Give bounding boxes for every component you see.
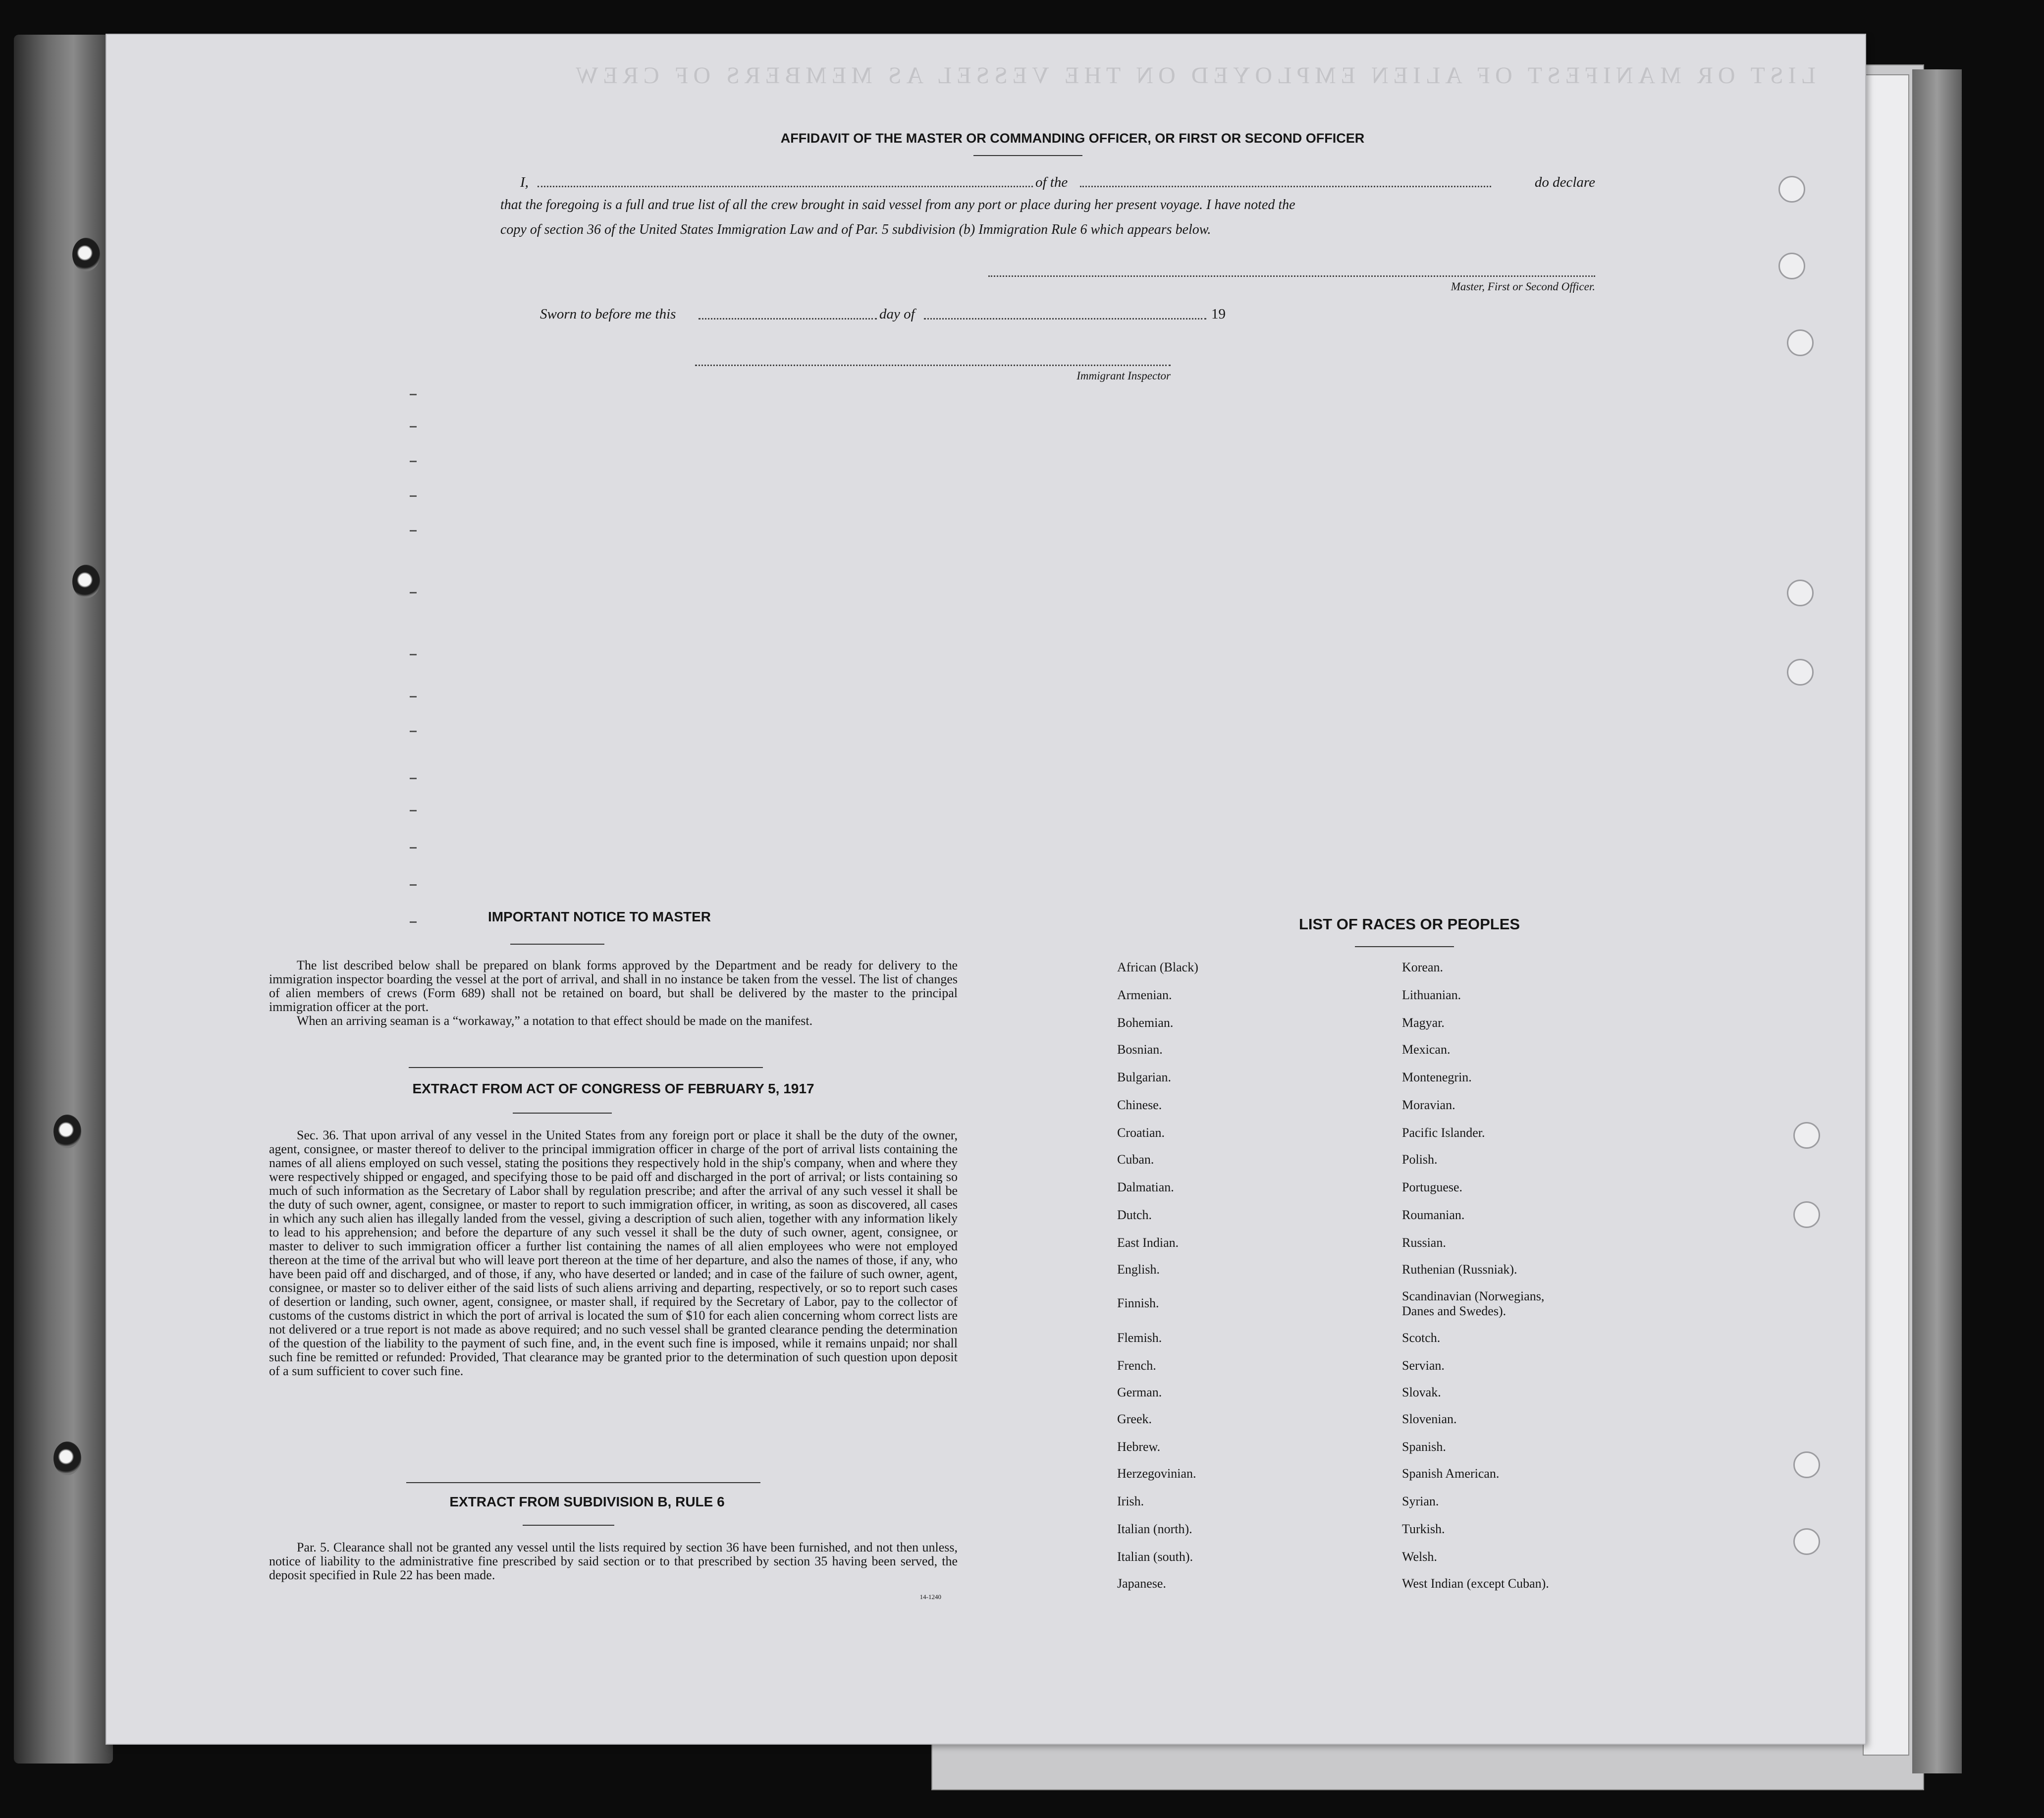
margin-mark	[410, 394, 417, 395]
notice-title: IMPORTANT NOTICE TO MASTER	[487, 909, 711, 924]
race-item-right: Spanish American.	[1402, 1466, 1500, 1481]
race-item-right: Slovak.	[1402, 1385, 1441, 1399]
race-item-left: Croatian.	[1117, 1125, 1165, 1140]
race-item-right: Polish.	[1402, 1152, 1438, 1167]
race-item-right: Welsh.	[1402, 1550, 1437, 1564]
race-item-left: Hebrew.	[1117, 1440, 1161, 1454]
race-item-right: Servian.	[1402, 1358, 1445, 1373]
race-item-right: Slovenian.	[1402, 1412, 1457, 1426]
affidavit-title: AFFIDAVIT OF THE MASTER OR COMMANDING OFFICER, OR FIRST OR SECOND OFFICER	[780, 131, 1365, 146]
margin-mark	[410, 810, 417, 811]
section-divider	[409, 1067, 763, 1068]
race-item-right: Turkish.	[1402, 1522, 1445, 1536]
margin-mark	[410, 731, 417, 732]
punch-hole	[1787, 329, 1814, 356]
races-title: LIST OF RACES OR PEOPLES	[1298, 915, 1520, 933]
race-item-right: Syrian.	[1402, 1494, 1439, 1508]
inspector-caption: Immigrant Inspector	[1076, 370, 1171, 382]
notice-underline	[510, 944, 604, 945]
race-item-right: Magyar.	[1402, 1016, 1445, 1030]
document-page	[107, 35, 1865, 1744]
sworn-day-of: day of	[879, 306, 915, 322]
sworn-month-blank	[924, 318, 1206, 320]
margin-mark	[410, 461, 417, 462]
race-item-right: Lithuanian.	[1402, 988, 1461, 1002]
extract-rule-underline	[523, 1525, 614, 1526]
punch-hole	[1793, 1528, 1820, 1555]
title-underline	[973, 155, 1082, 156]
race-item-right: Spanish.	[1402, 1440, 1446, 1454]
binder-spine	[14, 35, 113, 1764]
sworn-label: Sworn to before me this	[540, 306, 676, 322]
race-item-left: Greek.	[1117, 1412, 1152, 1426]
race-item-right: Scandinavian (Norwegians, Danes and Swedes).	[1402, 1289, 1545, 1318]
affidavit-line-2: copy of section 36 of the United States Immigration Law and of Par. 5 subdivision (b) Immigration Rule 6 which appears below.	[500, 222, 1211, 237]
race-item-right: Korean.	[1402, 960, 1444, 974]
race-item-left: East Indian.	[1117, 1235, 1179, 1250]
inspector-signature-line	[695, 365, 1171, 366]
extract-rule-text	[269, 1541, 958, 1582]
race-item-left: Chinese.	[1117, 1098, 1162, 1112]
race-item-left: African (Black)	[1117, 960, 1198, 974]
punch-hole	[1793, 1451, 1820, 1478]
notice-paragraph-1: The list described below shall be prepared on blank forms approved by the Department and be ready for delivery to the immigration inspector boarding the vessel at the port of arrival, and shall in no instance be taken from the vessel. The list of changes of alien members of crews (Form 689) shall not be retained on board, but shall be delivered by the master to the principal immigration officer at the port.	[269, 958, 958, 1014]
race-item-right: Roumanian.	[1402, 1208, 1465, 1222]
race-item-left: Cuban.	[1117, 1152, 1154, 1167]
master-caption: Master, First or Second Officer.	[1451, 280, 1595, 293]
race-item-left: Japanese.	[1117, 1576, 1166, 1591]
margin-mark	[410, 654, 417, 655]
race-item-left: Irish.	[1117, 1494, 1144, 1508]
underlying-sheet-edge	[1863, 74, 1909, 1756]
notice-text	[269, 959, 958, 1028]
race-item-left: Italian (south).	[1117, 1550, 1193, 1564]
race-item-right: Montenegrin.	[1402, 1070, 1472, 1084]
race-item-right: West Indian (except Cuban).	[1402, 1576, 1549, 1591]
race-item-left: Bosnian.	[1117, 1042, 1163, 1057]
race-item-left: Armenian.	[1117, 988, 1172, 1002]
punch-hole	[1778, 176, 1805, 203]
extract-rule-paragraph: Par. 5. Clearance shall not be granted any vessel until the lists required by section 36 have been furnished, and not then unless, notice of liability to the administrative fine prescribed by said section or to that prescribed by section 35 having been served, the deposit specified in Rule 22 has been made.	[269, 1540, 958, 1582]
race-item-right: Mexican.	[1402, 1042, 1451, 1057]
punch-hole	[1778, 253, 1805, 279]
race-item-right: Pacific Islander.	[1402, 1125, 1485, 1140]
race-item-right: Scotch.	[1402, 1331, 1441, 1345]
extract-act-title: EXTRACT FROM ACT OF CONGRESS OF FEBRUARY 5, 1917	[412, 1081, 814, 1096]
form-number: 14-1240	[919, 1593, 941, 1601]
punch-hole	[1787, 580, 1814, 606]
extract-act-paragraph: Sec. 36. That upon arrival of any vessel in the United States from any foreign port or place it shall be the duty of the owner, agent, consignee, or master thereof to deliver to the principal immigration officer in charge of the port of arrival lists containing the names of all aliens employed on such vessel, stating the positions they respectively hold in the ship's company, when and where they were respectively shipped or engaged, and specifying those to be paid off and discharged in the port of arrival; or lists containing so much of such information as the Secretary of Labor shall by regulation prescribe; and after the arrival of any such vessel it shall be the duty of such owner, agent, consignee, or master to report to such immigration officer, in writing, as soon as discovered, all cases in which any such alien has illegally landed from the vessel, giving a description of such alien, together with any information likely to lead to his apprehension; and before the departure of any such vessel it shall be the duty of such owner, agent, consignee, or master to deliver to such immigration officer a further list containing the names of all alien employees who were not employed thereon at the time of the arrival but who will leave port thereon at the time of her departure, and also the names of those, if any, who have been paid off and discharged, and of those, if any, who have deserted or landed; and in case of the failure of such owner, agent, consignee, or master so to deliver either of the said lists of such aliens arriving and departing, respectively, or so to report such cases of desertion or landing, such owner, agent, consignee, or master shall, if required by the Secretary of Labor, pay to the collector of customs of the customs district in which the port of arrival is located the sum of $10 for each alien concerning whom correct lists are not delivered or a true report is not made as above required; and no such vessel shall be granted clearance pending the determination of the question of the liability to the payment of such fine, and, in the event such fine is imposed, while it remains unpaid; nor shall such fine be remitted or refunded: Provided, That clearance may be granted prior to the determination of such question upon deposit of a sum sufficient to cover such fine.	[269, 1128, 958, 1378]
punch-hole	[1787, 659, 1814, 686]
race-item-left: Finnish.	[1117, 1296, 1159, 1310]
race-item-left: Dalmatian.	[1117, 1180, 1174, 1194]
binder-ring	[72, 238, 100, 271]
margin-mark	[410, 592, 417, 593]
affidavit-i-label: I,	[520, 174, 529, 190]
race-item-left: German.	[1117, 1385, 1162, 1399]
races-underline	[1355, 946, 1454, 947]
race-item-left: Italian (north).	[1117, 1522, 1192, 1536]
bleed-through-text: LIST OR MANIFEST OF ALIEN EMPLOYED ON THE VESSEL AS MEMBERS OF CREW	[571, 62, 1816, 89]
binder-ring	[54, 1442, 81, 1475]
sworn-year: 19	[1211, 306, 1226, 322]
race-item-left: Dutch.	[1117, 1208, 1152, 1222]
margin-mark	[410, 696, 417, 697]
binder-ring	[72, 565, 100, 598]
section-divider	[406, 1482, 760, 1483]
margin-mark	[410, 778, 417, 779]
extract-act-underline	[513, 1113, 612, 1114]
punch-hole	[1793, 1122, 1820, 1149]
affidavit-do-declare: do declare	[1534, 174, 1595, 190]
extract-act-text	[269, 1128, 958, 1378]
master-signature-line	[988, 275, 1595, 277]
race-item-left: English.	[1117, 1262, 1160, 1277]
folder-edge	[1912, 69, 1962, 1773]
name-blank	[538, 186, 1033, 187]
race-item-right: Moravian.	[1402, 1098, 1455, 1112]
margin-mark	[410, 426, 417, 428]
notice-paragraph-2: When an arriving seaman is a “workaway,” a notation to that effect should be made on the manifest.	[297, 1014, 813, 1028]
binder-ring	[54, 1115, 81, 1148]
margin-mark	[410, 884, 417, 886]
punch-hole	[1793, 1201, 1820, 1228]
sworn-day-blank	[699, 318, 877, 320]
margin-mark	[410, 495, 417, 497]
race-item-left: Herzegovinian.	[1117, 1466, 1196, 1481]
margin-mark	[410, 847, 417, 849]
race-item-right: Ruthenian (Russniak).	[1402, 1262, 1517, 1277]
race-item-left: Bulgarian.	[1117, 1070, 1172, 1084]
race-item-right: Portuguese.	[1402, 1180, 1463, 1194]
race-item-right: Russian.	[1402, 1235, 1446, 1250]
race-item-left: Bohemian.	[1117, 1016, 1174, 1030]
affidavit-of-the: of the	[1035, 174, 1068, 190]
margin-mark	[410, 530, 417, 532]
race-item-left: Flemish.	[1117, 1331, 1162, 1345]
extract-rule-title: EXTRACT FROM SUBDIVISION B, RULE 6	[449, 1494, 725, 1509]
affidavit-line-1: that the foregoing is a full and true list of all the crew brought in said vessel from any port or place during her present voyage. I have noted the	[500, 197, 1295, 213]
race-item-left: French.	[1117, 1358, 1156, 1373]
